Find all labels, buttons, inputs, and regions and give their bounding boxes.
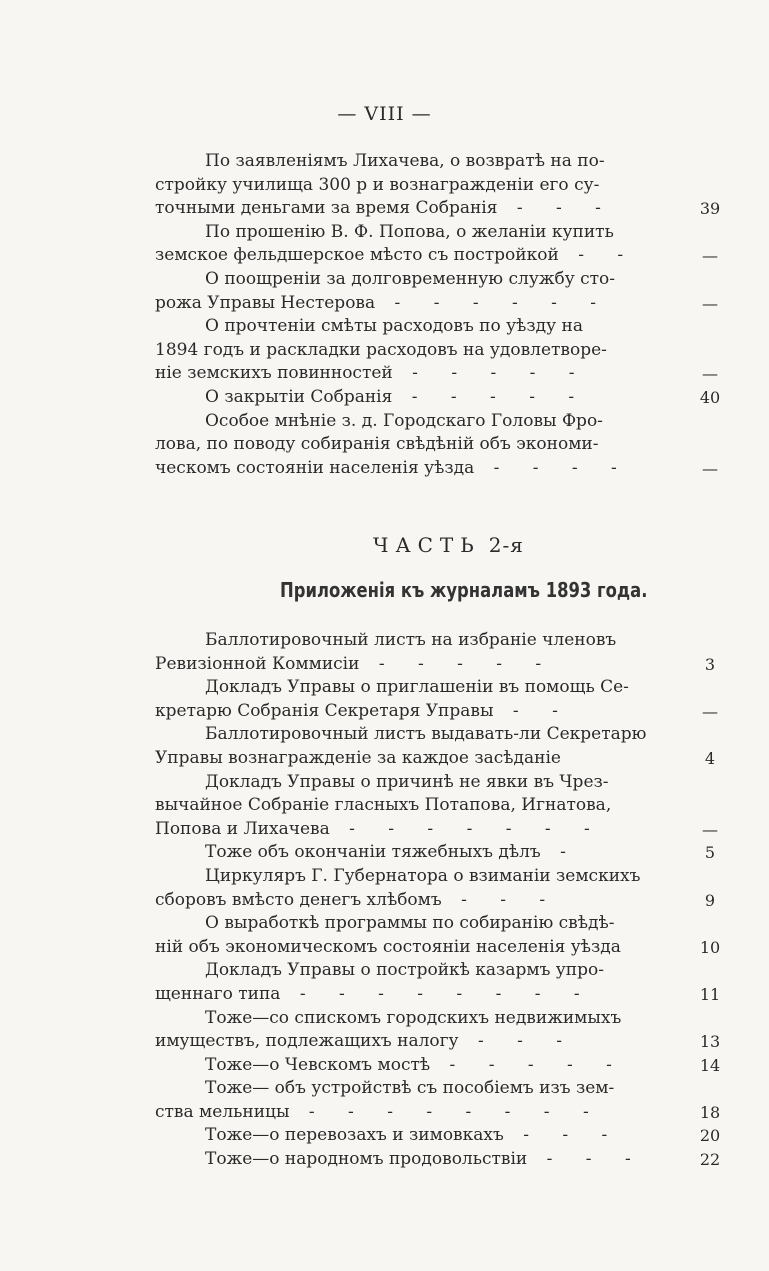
toc-entry bbox=[155, 1077, 721, 1124]
page-number: 14 bbox=[699, 1055, 721, 1075]
toc-entry-continuation: кретарю Собранія Секретаря Управы - - bbox=[155, 700, 572, 721]
toc-entry-continuation: сборовъ вмѣсто денегъ хлѣбомъ - - - bbox=[155, 889, 560, 910]
page-number: 22 bbox=[699, 1150, 721, 1170]
toc-entry-first-line: Тоже объ окончаніи тяжебныхъ дѣлъ - bbox=[205, 842, 580, 863]
toc-entry-first-line: Особое мнѣніе з. д. Городскаго Головы Фро- bbox=[205, 410, 603, 431]
toc-entry-first-line: Баллотировочный листъ на избраніе членовъ bbox=[205, 630, 617, 650]
leader-dashes: - - - bbox=[441, 889, 560, 910]
leader-dashes: - - - - bbox=[474, 457, 631, 478]
leader-dashes: - - - - - - - - bbox=[280, 983, 594, 1004]
page-number: 3 bbox=[704, 654, 716, 674]
toc-entry-continuation: земское фельдшерское мѣсто съ постройкой - - bbox=[155, 245, 638, 266]
leader-dashes: - - - bbox=[497, 198, 615, 219]
toc-entry bbox=[155, 221, 718, 268]
toc-entry bbox=[155, 723, 716, 770]
toc-entry-first-line: По заявленіямъ Лихачева, о возвратѣ на по- bbox=[205, 151, 605, 171]
toc-entry bbox=[155, 1148, 721, 1172]
toc-entry-first-line: По прошенію В. Ф. Попова, о желаніи купить bbox=[205, 221, 614, 242]
toc-entry-first-line: Циркуляръ Г. Губернатора о взиманіи земскихъ bbox=[205, 865, 641, 886]
toc-entry-continuation: Управы вознагражденіе за каждое засѣданіе bbox=[155, 747, 561, 768]
toc-entry bbox=[155, 150, 721, 221]
leader-dashes: - - - - - - - - bbox=[289, 1101, 603, 1122]
toc-entry bbox=[155, 629, 716, 676]
toc-entry bbox=[155, 959, 721, 1006]
toc-entry-first-line: Тоже—о народномъ продовольствіи - - - bbox=[205, 1149, 645, 1170]
toc-entry bbox=[155, 410, 718, 481]
page-number: 10 bbox=[699, 937, 721, 957]
toc-entry bbox=[155, 676, 718, 723]
toc-entry bbox=[155, 865, 716, 912]
leader-dashes: - - - bbox=[503, 1125, 622, 1146]
leader-dashes: - - - - - - - bbox=[329, 818, 604, 839]
page-number: 9 bbox=[704, 890, 716, 910]
leader-dashes: - - - - - bbox=[392, 363, 589, 384]
page-header: — VIII — bbox=[337, 103, 432, 125]
part-title-word: ЧАСТЬ bbox=[373, 533, 481, 557]
page-number: 11 bbox=[699, 984, 721, 1004]
toc-entry-first-line: О поощреніи за долговременную службу сто- bbox=[205, 268, 616, 289]
toc-entry-first-line: Тоже—о Чевскомъ мостѣ - - - - - bbox=[205, 1054, 626, 1075]
toc-entry bbox=[155, 268, 718, 315]
leader-dashes: - - - - - bbox=[430, 1054, 626, 1075]
page-number: 5 bbox=[704, 843, 716, 863]
toc-entry-continuation: рожа Управы Нестерова - - - - - - bbox=[155, 292, 611, 313]
toc-entry-continuation: Ревизіонной Коммисіи - - - - - bbox=[155, 653, 556, 674]
toc-entry-continuation: вычайное Собраніе гласныхъ Потапова, Игнатова, Попова и Лихачева - - - - - - - bbox=[155, 795, 612, 839]
page-number: 40 bbox=[699, 387, 721, 407]
page-number: 18 bbox=[699, 1102, 721, 1122]
leader-dashes: - - - - - bbox=[359, 653, 556, 674]
toc-entry bbox=[155, 386, 721, 410]
page-number: — bbox=[702, 293, 718, 313]
toc-entry-first-line: Тоже—со спискомъ городскихъ недвижимыхъ bbox=[205, 1007, 622, 1028]
toc-entry-continuation: щеннаго типа - - - - - - - - bbox=[155, 983, 594, 1004]
toc-entry-continuation: стройку училища 300 р и вознагражденіи его су- точными деньгами за время Собранія - - - bbox=[155, 174, 615, 219]
toc-entry-first-line: Баллотировочный листъ выдавать-ли Секретарю bbox=[205, 724, 647, 745]
page-number: 20 bbox=[699, 1126, 721, 1146]
toc-entry-first-line: Докладъ Управы о постройкѣ казармъ упро- bbox=[205, 960, 604, 981]
page-number: — bbox=[702, 819, 718, 839]
page-number: 4 bbox=[704, 748, 716, 768]
leader-dashes: - - bbox=[558, 245, 638, 266]
toc-entry bbox=[155, 771, 718, 842]
toc-entry-first-line: Тоже—о перевозахъ и зимовкахъ - - - bbox=[205, 1125, 622, 1146]
bleed-through bbox=[260, 490, 265, 508]
leader-dashes: - - - - - - bbox=[375, 292, 611, 313]
toc-entry-continuation: ній объ экономическомъ состояніи населенія уѣзда bbox=[155, 936, 621, 957]
page-number: 13 bbox=[699, 1032, 721, 1052]
leader-dashes: - - - - - bbox=[392, 386, 589, 407]
page-number: — bbox=[702, 364, 718, 384]
part-title bbox=[373, 533, 524, 557]
toc-entry-first-line: О закрытіи Собранія - - - - - bbox=[205, 386, 589, 407]
toc-entry-first-line: Докладъ Управы о приглашеніи въ помощь Се- bbox=[205, 677, 629, 698]
toc-entry bbox=[155, 315, 718, 386]
leader-dashes: - - - bbox=[458, 1031, 577, 1052]
contents-section-appendix bbox=[155, 629, 721, 1172]
toc-entry-continuation: имуществъ, подлежащихъ налогу - - - bbox=[155, 1031, 577, 1052]
leader-dashes: - - bbox=[493, 700, 572, 721]
toc-entry-first-line: Тоже— объ устройствѣ съ пособіемъ изъ зем- bbox=[205, 1078, 615, 1099]
toc-entry-first-line: О прочтеніи смѣты расходовъ по уѣзду на bbox=[205, 316, 584, 337]
leader-dashes: - bbox=[540, 842, 580, 863]
page-number: 39 bbox=[699, 199, 721, 219]
toc-entry-continuation: 1894 годъ и раскладки расходовъ на удовлетворе- ніе земскихъ повинностей - - - - - bbox=[155, 339, 607, 384]
page-number: — bbox=[702, 458, 718, 478]
toc-entry bbox=[155, 1007, 721, 1054]
toc-entry bbox=[155, 912, 721, 959]
toc-entry-first-line: Докладъ Управы о причинѣ не явки въ Чрез- bbox=[205, 771, 609, 792]
toc-entry-first-line: О выработкѣ программы по собиранію свѣдѣ- bbox=[205, 913, 615, 934]
page-number: — bbox=[702, 701, 718, 721]
toc-entry bbox=[155, 841, 716, 865]
toc-entry bbox=[155, 1054, 721, 1078]
toc-entry bbox=[155, 1124, 721, 1148]
appendix-title: Приложенія къ журналамъ 1893 года. bbox=[280, 578, 648, 602]
contents-section-1 bbox=[155, 150, 721, 480]
toc-entry-continuation: лова, по поводу собиранія свѣдѣній объ экономи- ческомъ состояніи населенія уѣзда - - - - bbox=[155, 434, 631, 478]
part-title-number: 2-я bbox=[488, 533, 524, 557]
page-number: — bbox=[702, 246, 718, 266]
leader-dashes: - - - bbox=[527, 1149, 645, 1170]
toc-entry-continuation: ства мельницы - - - - - - - - bbox=[155, 1101, 603, 1122]
